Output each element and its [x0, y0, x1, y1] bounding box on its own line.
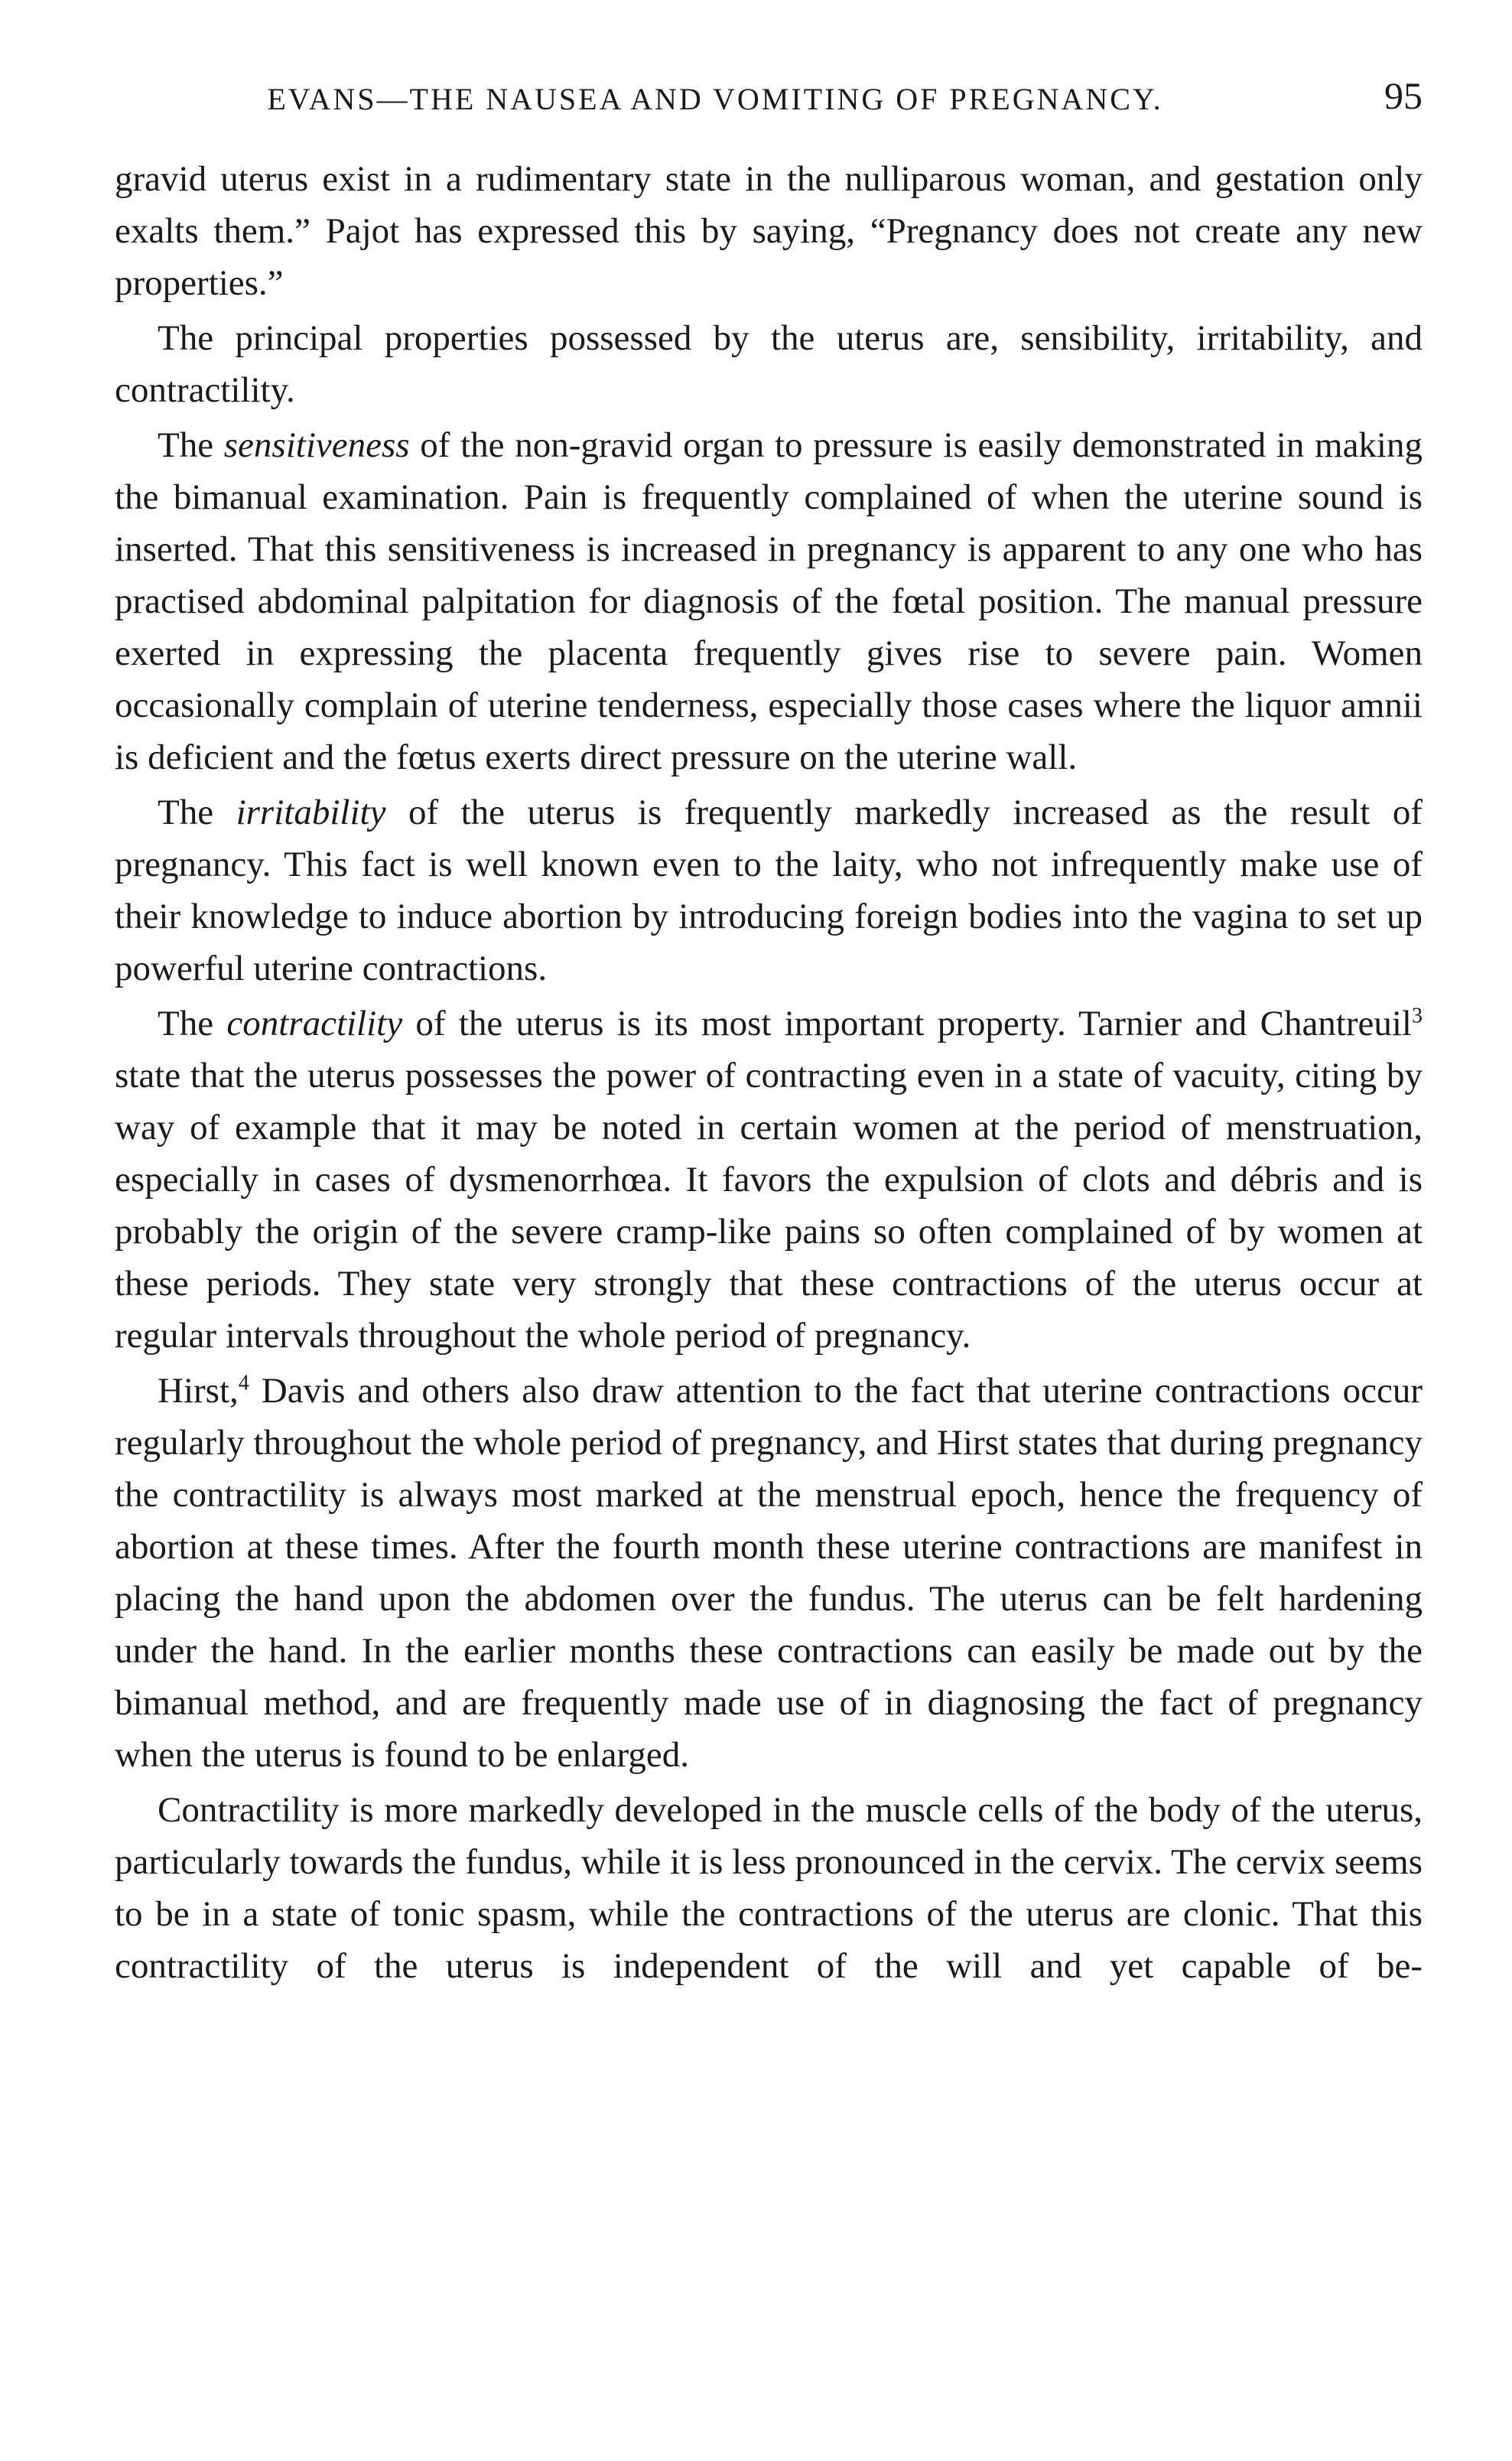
paragraph-6 — [115, 1365, 1423, 1781]
paragraph-7: Contractility is more markedly developed in the muscle cells of the body of the uterus, particularly towards the fundus, while it is less pronounced in the cervix. The cervix seems to be in a state of tonic spasm, while the contractions of the uterus are clonic. That this contractility of the uterus is independent of the will and yet capable of be- — [115, 1790, 1423, 1986]
paragraph-6-text: Davis and others also draw attention to the fact that uterine contractions occur regularly throughout the whole period of pregnancy, and Hirst states that during pregnancy the contractility is always most marked at the menstrual epoch, hence the frequency of abortion at these times. After the fourth month these uterine contractions are manifest in placing the hand upon the abdomen over the fundus. The uterus can be felt hardening under the hand. In the earlier months these contractions can easily be made out by the bimanual method, and are frequently made use of in diagnosing the fact of pregnancy when the uterus is found to be enlarged. — [115, 1371, 1423, 1775]
paragraph-4-text: of the uterus is frequently markedly increased as the result of pregnancy. This fact is well known even to the laity, who not infrequently make use of their knowledge to induce abortion by introducing foreign bodies into the vagina to set up powerful uterine contractions. — [115, 793, 1423, 988]
paragraph-6-lead: Hirst, — [158, 1371, 239, 1411]
page-number: 95 — [1384, 74, 1423, 117]
page — [115, 69, 1423, 1995]
paragraph-3 — [115, 419, 1423, 783]
paragraph-4 — [115, 786, 1423, 994]
running-head — [115, 69, 1423, 122]
term-sensitiveness: sensitiveness — [223, 425, 410, 465]
paragraph-5-text-b: state that the uterus possesses the power of contracting even in a state of vacuity, citing by way of example that it may be noted in certain women at the period of menstruation, especially in cases of dysmenorrhœa. It favors the expulsion of clots and débris and is probably the origin of the severe cramp-like pains so often complained of by women at these periods. They state very strongly that these contractions of the uterus occur at regular intervals throughout the whole period of pregnancy. — [115, 1056, 1423, 1356]
paragraph-3-text: of the non-gravid organ to pressure is easily demonstrated in making the bimanual examination. Pain is frequently complained of when the uterine sound is inserted. That this sensitiveness is increased in pregnancy is apparent to any one who has practised abdominal palpitation for diagnosis of the fœtal position. The manual pressure exerted in expressing the placenta frequently gives rise to severe pain. Women occasionally complain of uterine tenderness, especially those cases where the liquor amnii is deficient and the fœtus exerts direct pressure on the uterine wall. — [115, 425, 1423, 777]
paragraph-4-lead: The — [158, 793, 236, 832]
footnote-ref-3: 3 — [1412, 1004, 1423, 1028]
running-title: EVANS—THE NAUSEA AND VOMITING OF PREGNANCY. — [267, 82, 1163, 116]
term-irritability: irritability — [236, 793, 386, 832]
footnote-ref-4: 4 — [238, 1371, 249, 1395]
paragraph-5-text-a: of the uterus is its most important property. Tarnier and Chantreuil — [402, 1004, 1412, 1043]
term-contractility: contractility — [226, 1004, 403, 1043]
paragraph-5-lead: The — [158, 1004, 227, 1043]
paragraph-1: gravid uterus exist in a rudimentary state in the nulliparous woman, and gestation only exalts them.” Pajot has expressed this by saying, “Pregnancy does not create any new properties.” — [115, 159, 1423, 303]
paragraph-5 — [115, 998, 1423, 1362]
paragraph-3-lead: The — [158, 425, 224, 465]
paragraph-2: The principal properties possessed by the uterus are, sensibility, irritability, and contractility. — [115, 318, 1423, 410]
